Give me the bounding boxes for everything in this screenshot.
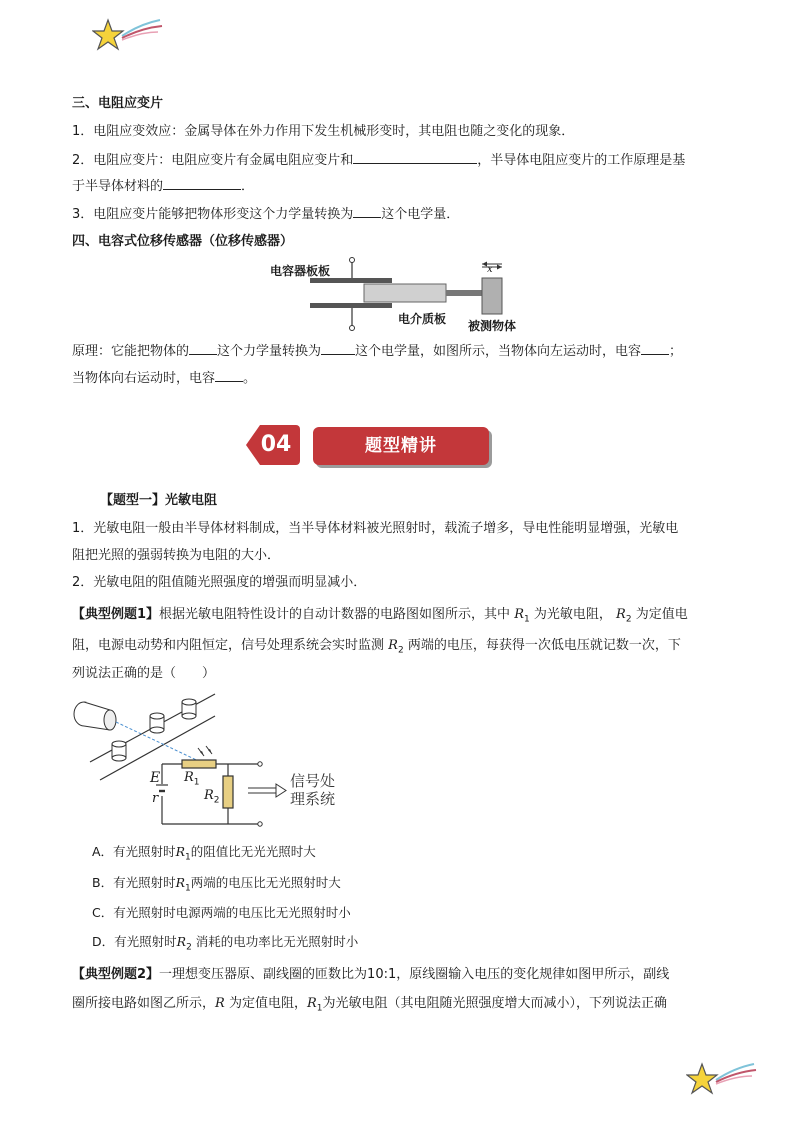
example-paragraph: 圈所接电路如图乙所示，R 为定值电阻，$R_1$为光敏电阻（其电阻随光照强度增大而减小），下列说法正确 bbox=[72, 996, 668, 1014]
banner-title-bar bbox=[313, 427, 489, 465]
signal-system-label: 理系统 bbox=[290, 790, 336, 808]
fill-blank bbox=[353, 204, 381, 218]
example-paragraph: 列说法正确的是（ ） bbox=[72, 666, 216, 681]
banner-number: 04 bbox=[260, 432, 292, 457]
example-paragraph: 【典型例题1】根据光敏电阻特性设计的自动计数器的电路图如图所示，其中 $R_1$ 为光敏电阻， $R_2$ 为定值电 bbox=[72, 607, 688, 625]
shooting-star-icon bbox=[92, 14, 164, 58]
banner-title: 题型精讲 bbox=[365, 436, 437, 456]
section-heading: 四、电容式位移传感器（位移传感器） bbox=[72, 234, 294, 249]
fill-blank bbox=[353, 150, 477, 164]
option-a[interactable]: A．有光照射时$R_1$的阻值比无光光照时大 bbox=[92, 844, 316, 863]
paragraph: 当物体向右运动时，电容 。 bbox=[72, 368, 256, 389]
paragraph: 2．电阻应变片：电阻应变片有金属电阻应变片和 ，半导体电阻应变片的工作原理是基 bbox=[72, 150, 685, 171]
plate-label: 电容器板板 bbox=[270, 264, 331, 278]
r2-label: $R_2$ bbox=[204, 788, 220, 806]
paragraph: 阻把光照的强弱转换为电阻的大小． bbox=[72, 548, 281, 563]
signal-system-label: 信号处 bbox=[290, 772, 336, 790]
paragraph: 于半导体材料的 ． bbox=[72, 176, 254, 197]
internal-resistance-label: r bbox=[152, 791, 159, 806]
object-label: 被测物体 bbox=[468, 319, 517, 333]
option-c[interactable]: C．有光照射时电源两端的电压比无光照射时小 bbox=[92, 905, 351, 920]
shooting-star-icon bbox=[686, 1058, 758, 1102]
emf-label: E bbox=[150, 770, 161, 786]
fill-blank bbox=[189, 341, 217, 355]
dielectric-label: 电介质板 bbox=[398, 312, 447, 326]
example-paragraph: 【典型例题2】一理想变压器原、副线圈的匝数比为10:1，原线圈输入电压的变化规律如图甲所示，副线 bbox=[72, 967, 670, 982]
capacitor-displacement-figure bbox=[268, 256, 538, 336]
fill-blank bbox=[641, 341, 669, 355]
section-heading: 三、电阻应变片 bbox=[72, 96, 164, 111]
paragraph: 1．光敏电阻一般由半导体材料制成，当半导体材料被光照射时，载流子增多，导电性能明显增强，光敏电 bbox=[72, 521, 679, 536]
option-b[interactable]: B．有光照射时$R_1$两端的电压比无光照射时大 bbox=[92, 875, 341, 894]
fill-blank bbox=[321, 341, 355, 355]
example-paragraph: 阻，电源电动势和内阻恒定，信号处理系统会实时监测 $R_2$ 两端的电压，每获得一次低电压就记数一次，下 bbox=[72, 638, 681, 656]
paragraph: 3．电阻应变片能够把物体形变这个力学量转换为 这个电学量． bbox=[72, 204, 459, 225]
paragraph: 2．光敏电阻的阻值随光照强度的增强而明显减小． bbox=[72, 575, 367, 590]
paragraph: 原理：它能把物体的 这个力学量转换为 这个电学量，如图所示，当物体向左运动时，电容 ； bbox=[72, 341, 682, 362]
r1-label: $R_1$ bbox=[184, 770, 200, 788]
counter-circuit-figure bbox=[70, 692, 350, 832]
x-label: x bbox=[487, 264, 493, 275]
option-d[interactable]: D．有光照射时$R_2$ 消耗的电功率比无光照射时小 bbox=[92, 934, 359, 953]
type-heading: 【题型一】光敏电阻 bbox=[100, 493, 218, 508]
fill-blank bbox=[215, 368, 243, 382]
fill-blank bbox=[163, 176, 241, 190]
paragraph: 1．电阻应变效应：金属导体在外力作用下发生机械形变时，其电阻也随之变化的现象． bbox=[72, 124, 575, 139]
